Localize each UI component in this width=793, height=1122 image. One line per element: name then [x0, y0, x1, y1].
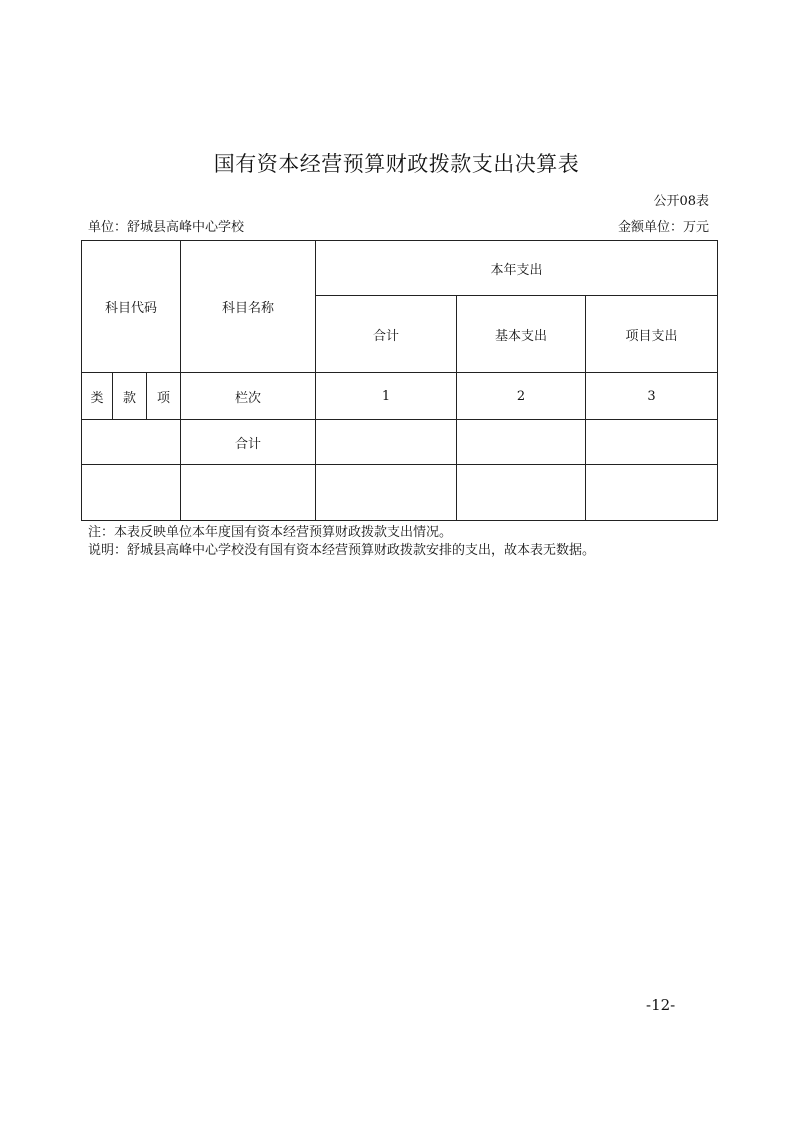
col2-number: 2 — [457, 373, 586, 420]
empty-row-project — [586, 465, 718, 521]
total-row-project — [586, 420, 718, 465]
unit-label: 单位：舒城县高峰中心学校 — [88, 220, 245, 235]
empty-row-code — [82, 465, 181, 521]
subject-code-header: 科目代码 — [82, 241, 181, 373]
current-year-expense-header: 本年支出 — [316, 241, 718, 296]
total-row-label: 合计 — [181, 420, 316, 465]
empty-row-total — [316, 465, 457, 521]
page-number: -12- — [646, 996, 676, 1014]
document-title: 国有资本经营预算财政拨款支出决算表 — [213, 152, 580, 176]
note-text: 注：本表反映单位本年度国有资本经营预算财政拨款支出情况。 — [88, 525, 453, 540]
total-header: 合计 — [316, 296, 457, 373]
project-expense-header: 项目支出 — [586, 296, 718, 373]
empty-row — [82, 465, 718, 521]
total-row-basic — [457, 420, 586, 465]
amount-unit-label: 金额单位：万元 — [617, 220, 709, 235]
total-row-total — [316, 420, 457, 465]
explanation-text: 说明：舒城县高峰中心学校没有国有资本经营预算财政拨款安排的支出，故本表无数据。 — [88, 543, 596, 558]
column-label-cell: 栏次 — [181, 373, 316, 420]
total-row — [82, 420, 718, 465]
item-cell: 项 — [147, 373, 181, 420]
empty-row-basic — [457, 465, 586, 521]
index-row — [82, 373, 718, 420]
empty-row-name — [181, 465, 316, 521]
notes — [88, 524, 595, 560]
expense-table — [81, 240, 718, 521]
total-row-code — [82, 420, 181, 465]
col3-number: 3 — [586, 373, 718, 420]
subject-name-header: 科目名称 — [181, 241, 316, 373]
col1-number: 1 — [316, 373, 457, 420]
header-row-1 — [82, 241, 718, 296]
form-code: 公开08表 — [653, 194, 709, 209]
category-cell: 类 — [82, 373, 113, 420]
basic-expense-header: 基本支出 — [457, 296, 586, 373]
section-cell: 款 — [113, 373, 147, 420]
